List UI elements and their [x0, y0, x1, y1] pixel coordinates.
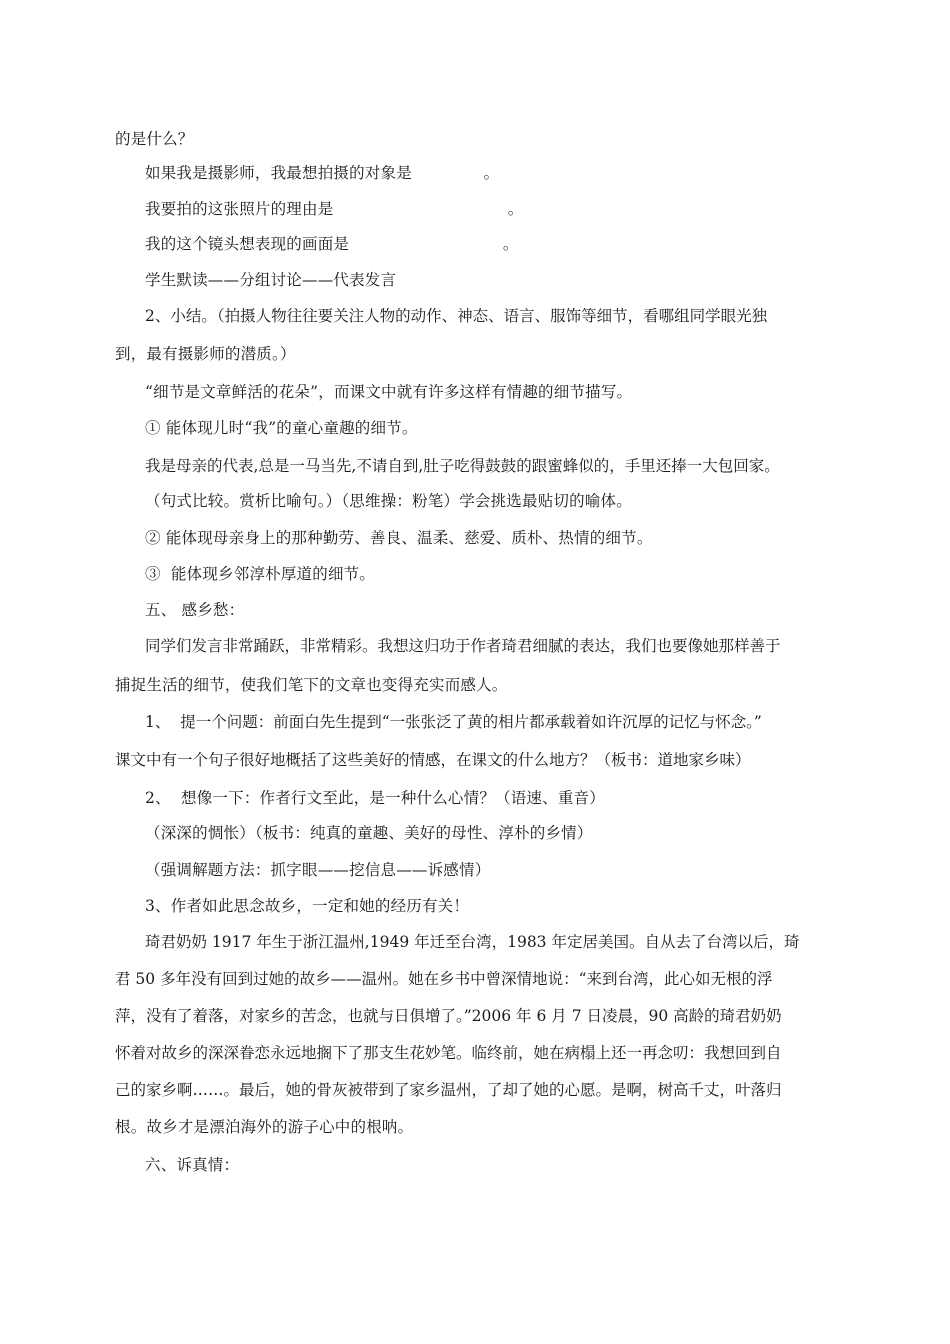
text-line: 捕捉生活的细节，使我们笔下的文章也变得充实而感人。 — [115, 676, 508, 694]
text-line: 萍，没有了着落，对家乡的苦念，也就与日俱增了。”2006 年 6 月 7 日凌晨，90 高龄的琦君奶奶 — [115, 1007, 782, 1025]
text-line: 己的家乡啊……。最后，她的骨灰被带到了家乡温州，了却了她的心愿。是啊，树高千丈，叶落归 — [115, 1081, 782, 1099]
text-line: ① 能体现儿时“我”的童心童趣的细节。 — [145, 419, 418, 437]
text-line: （深深的惆怅）（板书：纯真的童趣、美好的母性、淳朴的乡情） — [145, 824, 593, 842]
text-line: 学生默读——分组讨论——代表发言 — [145, 271, 397, 289]
text-line: 的是什么？ — [115, 130, 194, 148]
section-heading: 五、 感乡愁： — [145, 601, 245, 619]
text-line: 到，最有摄影师的潜质。） — [115, 345, 296, 363]
text-line: 怀着对故乡的深深眷恋永远地搁下了那支生花妙笔。临终前，她在病榻上还一再念叨：我想回到自 — [115, 1044, 782, 1062]
text-line: 琦君奶奶 1917 年生于浙江温州,1949 年迁至台湾，1983 年定居美国。自从去了台湾以后，琦 — [145, 933, 800, 951]
text-line: 我的这个镜头想表现的画面是 。 — [145, 235, 519, 253]
text-line: 2、小结。（拍摄人物往往要关注人物的动作、神态、语言、服饰等细节，看哪组同学眼光独 — [145, 307, 768, 325]
text-line: ② 能体现母亲身上的那种勤劳、善良、温柔、慈爱、质朴、热情的细节。 — [145, 529, 653, 547]
text-line: “细节是文章鲜活的花朵”，而课文中就有许多这样有情趣的细节描写。 — [145, 383, 633, 401]
text-line: （强调解题方法：抓字眼——挖信息——诉感情） — [145, 861, 491, 879]
text-line: 我是母亲的代表,总是一马当先,不请自到,肚子吃得鼓鼓的跟蜜蜂似的，手里还捧一大包回家。 — [145, 457, 780, 475]
text-line: ③ 能体现乡邻淳朴厚道的细节。 — [145, 565, 376, 583]
text-line: 1、 提一个问题：前面白先生提到“一张张泛了黄的相片都承载着如许沉厚的记忆与怀念。” — [145, 713, 762, 731]
text-line: 同学们发言非常踊跃，非常精彩。我想这归功于作者琦君细腻的表达，我们也要像她那样善于 — [145, 637, 781, 655]
text-line: 3、作者如此思念故乡，一定和她的经历有关！ — [145, 897, 470, 915]
text-line: 根。故乡才是漂泊海外的游子心中的根呐。 — [115, 1118, 414, 1136]
text-line: （句式比较。赏析比喻句。）（思维操：粉笔）学会挑选最贴切的喻体。 — [145, 492, 632, 510]
text-line: 我要拍的这张照片的理由是 。 — [145, 200, 524, 218]
text-line: 如果我是摄影师，我最想拍摄的对象是 。 — [145, 164, 500, 182]
text-line: 2、 想像一下：作者行文至此，是一种什么心情？（语速、重音） — [145, 789, 605, 807]
text-line: 课文中有一个句子很好地概括了这些美好的情感，在课文的什么地方？（板书：道地家乡味） — [115, 751, 751, 769]
section-heading: 六、诉真情： — [145, 1156, 240, 1174]
text-line: 君 50 多年没有回到过她的故乡——温州。她在乡书中曾深情地说：“来到台湾，此心如无根的浮 — [115, 970, 773, 988]
